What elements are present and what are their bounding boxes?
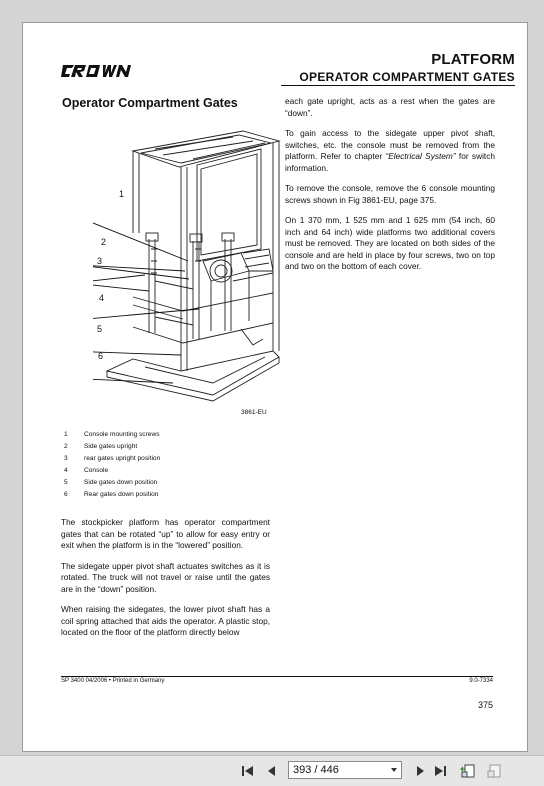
legend-item: 5 Side gates down position	[64, 479, 158, 486]
platform-figure	[93, 121, 293, 406]
header-rule	[281, 85, 515, 86]
first-page-icon	[241, 765, 255, 777]
last-page-button[interactable]	[432, 763, 448, 779]
callout-2: 2	[101, 237, 107, 247]
fit-width-icon	[486, 763, 502, 779]
callout-6: 6	[98, 351, 104, 361]
page-number: 375	[477, 700, 493, 710]
legend-item: 6 Rear gates down position	[64, 491, 159, 498]
callout-4: 4	[99, 293, 105, 303]
fit-page-button[interactable]	[460, 763, 476, 779]
paragraph: On 1 370 mm, 1 525 mm and 1 625 mm (54 inch, 60 inch and 64 inch) wide platforms two additional covers must be removed. They are located on both sides of the console and are held in place by four screws, two on top and two on the bottom of each cover.	[285, 215, 495, 271]
callout-3: 3	[97, 256, 103, 266]
viewer-toolbar	[0, 755, 544, 786]
figure-legend	[64, 429, 284, 501]
right-column-text	[285, 96, 495, 282]
fit-page-icon	[460, 763, 476, 779]
figure-id: 3861-EU	[241, 409, 267, 416]
header-subtitle: OPERATOR COMPARTMENT GATES	[299, 70, 515, 84]
crown-logo	[61, 63, 133, 79]
last-page-icon	[433, 765, 447, 777]
page-indicator-input[interactable]: 393 / 446	[288, 761, 402, 779]
footer-right: 9.0-7334	[469, 678, 493, 684]
fit-width-button[interactable]	[486, 763, 502, 779]
paragraph: each gate upright, acts as a rest when the gates are “down”.	[285, 96, 495, 118]
first-page-button[interactable]	[240, 763, 256, 779]
legend-item: 2 Side gates upright	[64, 443, 138, 450]
paragraph: When raising the sidegates, the lower pivot shaft has a coil spring attached that aids the operator. A plastic stop, located on the floor of the platform directly below	[61, 604, 270, 637]
prev-page-icon	[267, 765, 277, 777]
legend-item: 3 rear gates upright position	[64, 455, 161, 462]
footer-rule	[61, 676, 493, 677]
legend-item: 1 Console mounting screws	[64, 431, 160, 438]
header-title: PLATFORM	[431, 51, 515, 68]
document-page	[22, 22, 528, 752]
callout-5: 5	[97, 324, 103, 334]
left-column-text	[61, 517, 270, 648]
next-page-button[interactable]	[412, 763, 428, 779]
callout-1: 1	[119, 189, 125, 199]
paragraph: To remove the console, remove the 6 console mounting screws shown in Fig 3861-EU, page 375.	[285, 183, 495, 205]
paragraph: To gain access to the sidegate upper pivot shaft, switches, etc. the console must be removed from the platform. Refer to chapter “Electrical System” for switch information.	[285, 128, 495, 173]
footer-left: SP 3400 04/2006 • Printed in Germany	[61, 678, 165, 684]
paragraph: The stockpicker platform has operator compartment gates that can be rotated “up” to allow for easy entry or exit when the platform is in the “lowered” position.	[61, 517, 270, 550]
paragraph: The sidegate upper pivot shaft actuates switches as it is rotated. The truck will not travel or raise until the gates are in the “down” position.	[61, 560, 270, 594]
chapter-reference: “Electrical System”	[385, 151, 456, 161]
section-title: Operator Compartment Gates	[62, 96, 238, 110]
next-page-icon	[415, 765, 425, 777]
legend-item: 4 Console	[64, 467, 109, 474]
prev-page-button[interactable]	[264, 763, 280, 779]
chevron-down-icon[interactable]	[391, 768, 397, 772]
